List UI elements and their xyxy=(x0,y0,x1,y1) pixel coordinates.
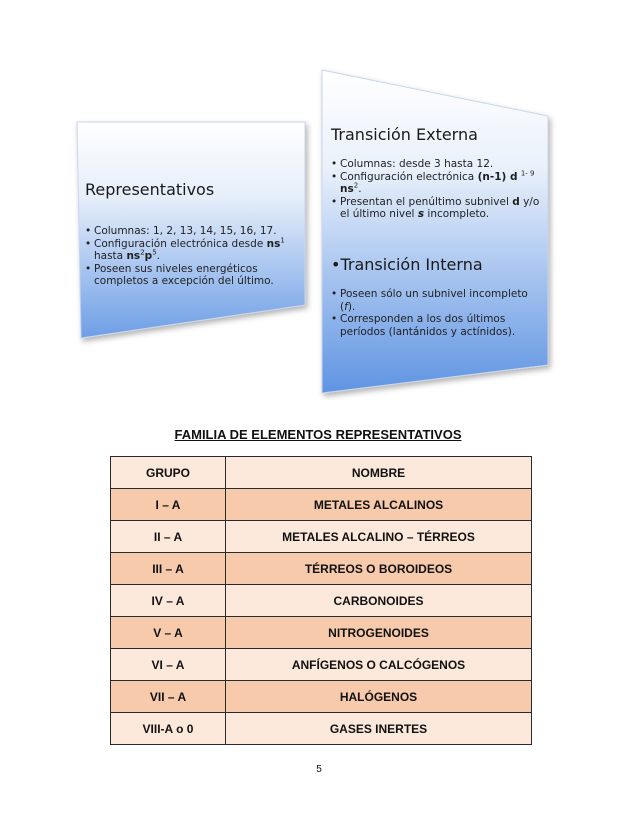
list-item: • Corresponden a los dos últimos períodos (lantánidos y actínidos). xyxy=(331,313,516,338)
transicion-externa-list xyxy=(331,158,543,221)
grupo-cell: VIII-A o 0 xyxy=(111,713,226,745)
list-item: • Poseen sus niveles energéticos completos a excepción del último. xyxy=(85,262,274,288)
grupo-cell: V – A xyxy=(111,617,226,649)
nombre-cell: HALÓGENOS xyxy=(226,681,532,713)
representativos-block xyxy=(85,180,303,288)
table-row xyxy=(111,649,532,681)
list-item: • Configuración electrónica desde $ns^1$ hasta $ns^2p^5$. xyxy=(85,236,285,263)
table-row xyxy=(111,713,532,745)
table-header-row xyxy=(111,457,532,489)
header-grupo: GRUPO xyxy=(111,457,226,489)
transicion-interna-list xyxy=(331,288,543,338)
transicion-shape xyxy=(322,70,548,393)
grupo-cell: II – A xyxy=(111,521,226,553)
nombre-cell: CARBONOIDES xyxy=(226,585,532,617)
grupo-cell: I – A xyxy=(111,489,226,521)
nombre-cell: NITROGENOIDES xyxy=(226,617,532,649)
table-row xyxy=(111,553,532,585)
table-row xyxy=(111,521,532,553)
transicion-interna-block xyxy=(331,255,543,338)
table-row xyxy=(111,489,532,521)
transicion-externa-title: Transición Externa xyxy=(331,125,478,144)
grupo-cell: III – A xyxy=(111,553,226,585)
list-item: • Presentan el penúltimo subnivel d y/o el último nivel s incompleto. xyxy=(331,195,540,221)
nombre-cell: GASES INERTES xyxy=(226,713,532,745)
nombre-cell: METALES ALCALINOS xyxy=(226,489,532,521)
table-heading: FAMILIA DE ELEMENTOS REPRESENTATIVOS xyxy=(174,427,462,442)
table-row xyxy=(111,617,532,649)
nombre-cell: TÉRREOS O BOROIDEOS xyxy=(226,553,532,585)
grupo-cell: VI – A xyxy=(111,649,226,681)
list-item: • Poseen sólo un subnivel incompleto (f). xyxy=(331,288,528,313)
representativos-list xyxy=(85,225,303,288)
list-item: • Configuración electrónica (n-1) d $^{1- 9}$ $ns^2$. xyxy=(331,169,535,196)
list-item: • Columnas: 1, 2, 13, 14, 15, 16, 17. xyxy=(85,225,277,237)
grupo-cell: IV – A xyxy=(111,585,226,617)
representativos-title: Representativos xyxy=(85,180,215,199)
header-nombre: NOMBRE xyxy=(226,457,532,489)
table-row xyxy=(111,585,532,617)
table-row xyxy=(111,681,532,713)
representative-families-table xyxy=(110,456,532,745)
transicion-externa-block xyxy=(331,125,543,221)
list-item: • Columnas: desde 3 hasta 12. xyxy=(331,158,494,170)
page-number: 5 xyxy=(316,764,322,775)
nombre-cell: ANFÍGENOS O CALCÓGENOS xyxy=(226,649,532,681)
grupo-cell: VII – A xyxy=(111,681,226,713)
transicion-interna-title: •Transición Interna xyxy=(331,255,483,274)
nombre-cell: METALES ALCALINO – TÉRREOS xyxy=(226,521,532,553)
